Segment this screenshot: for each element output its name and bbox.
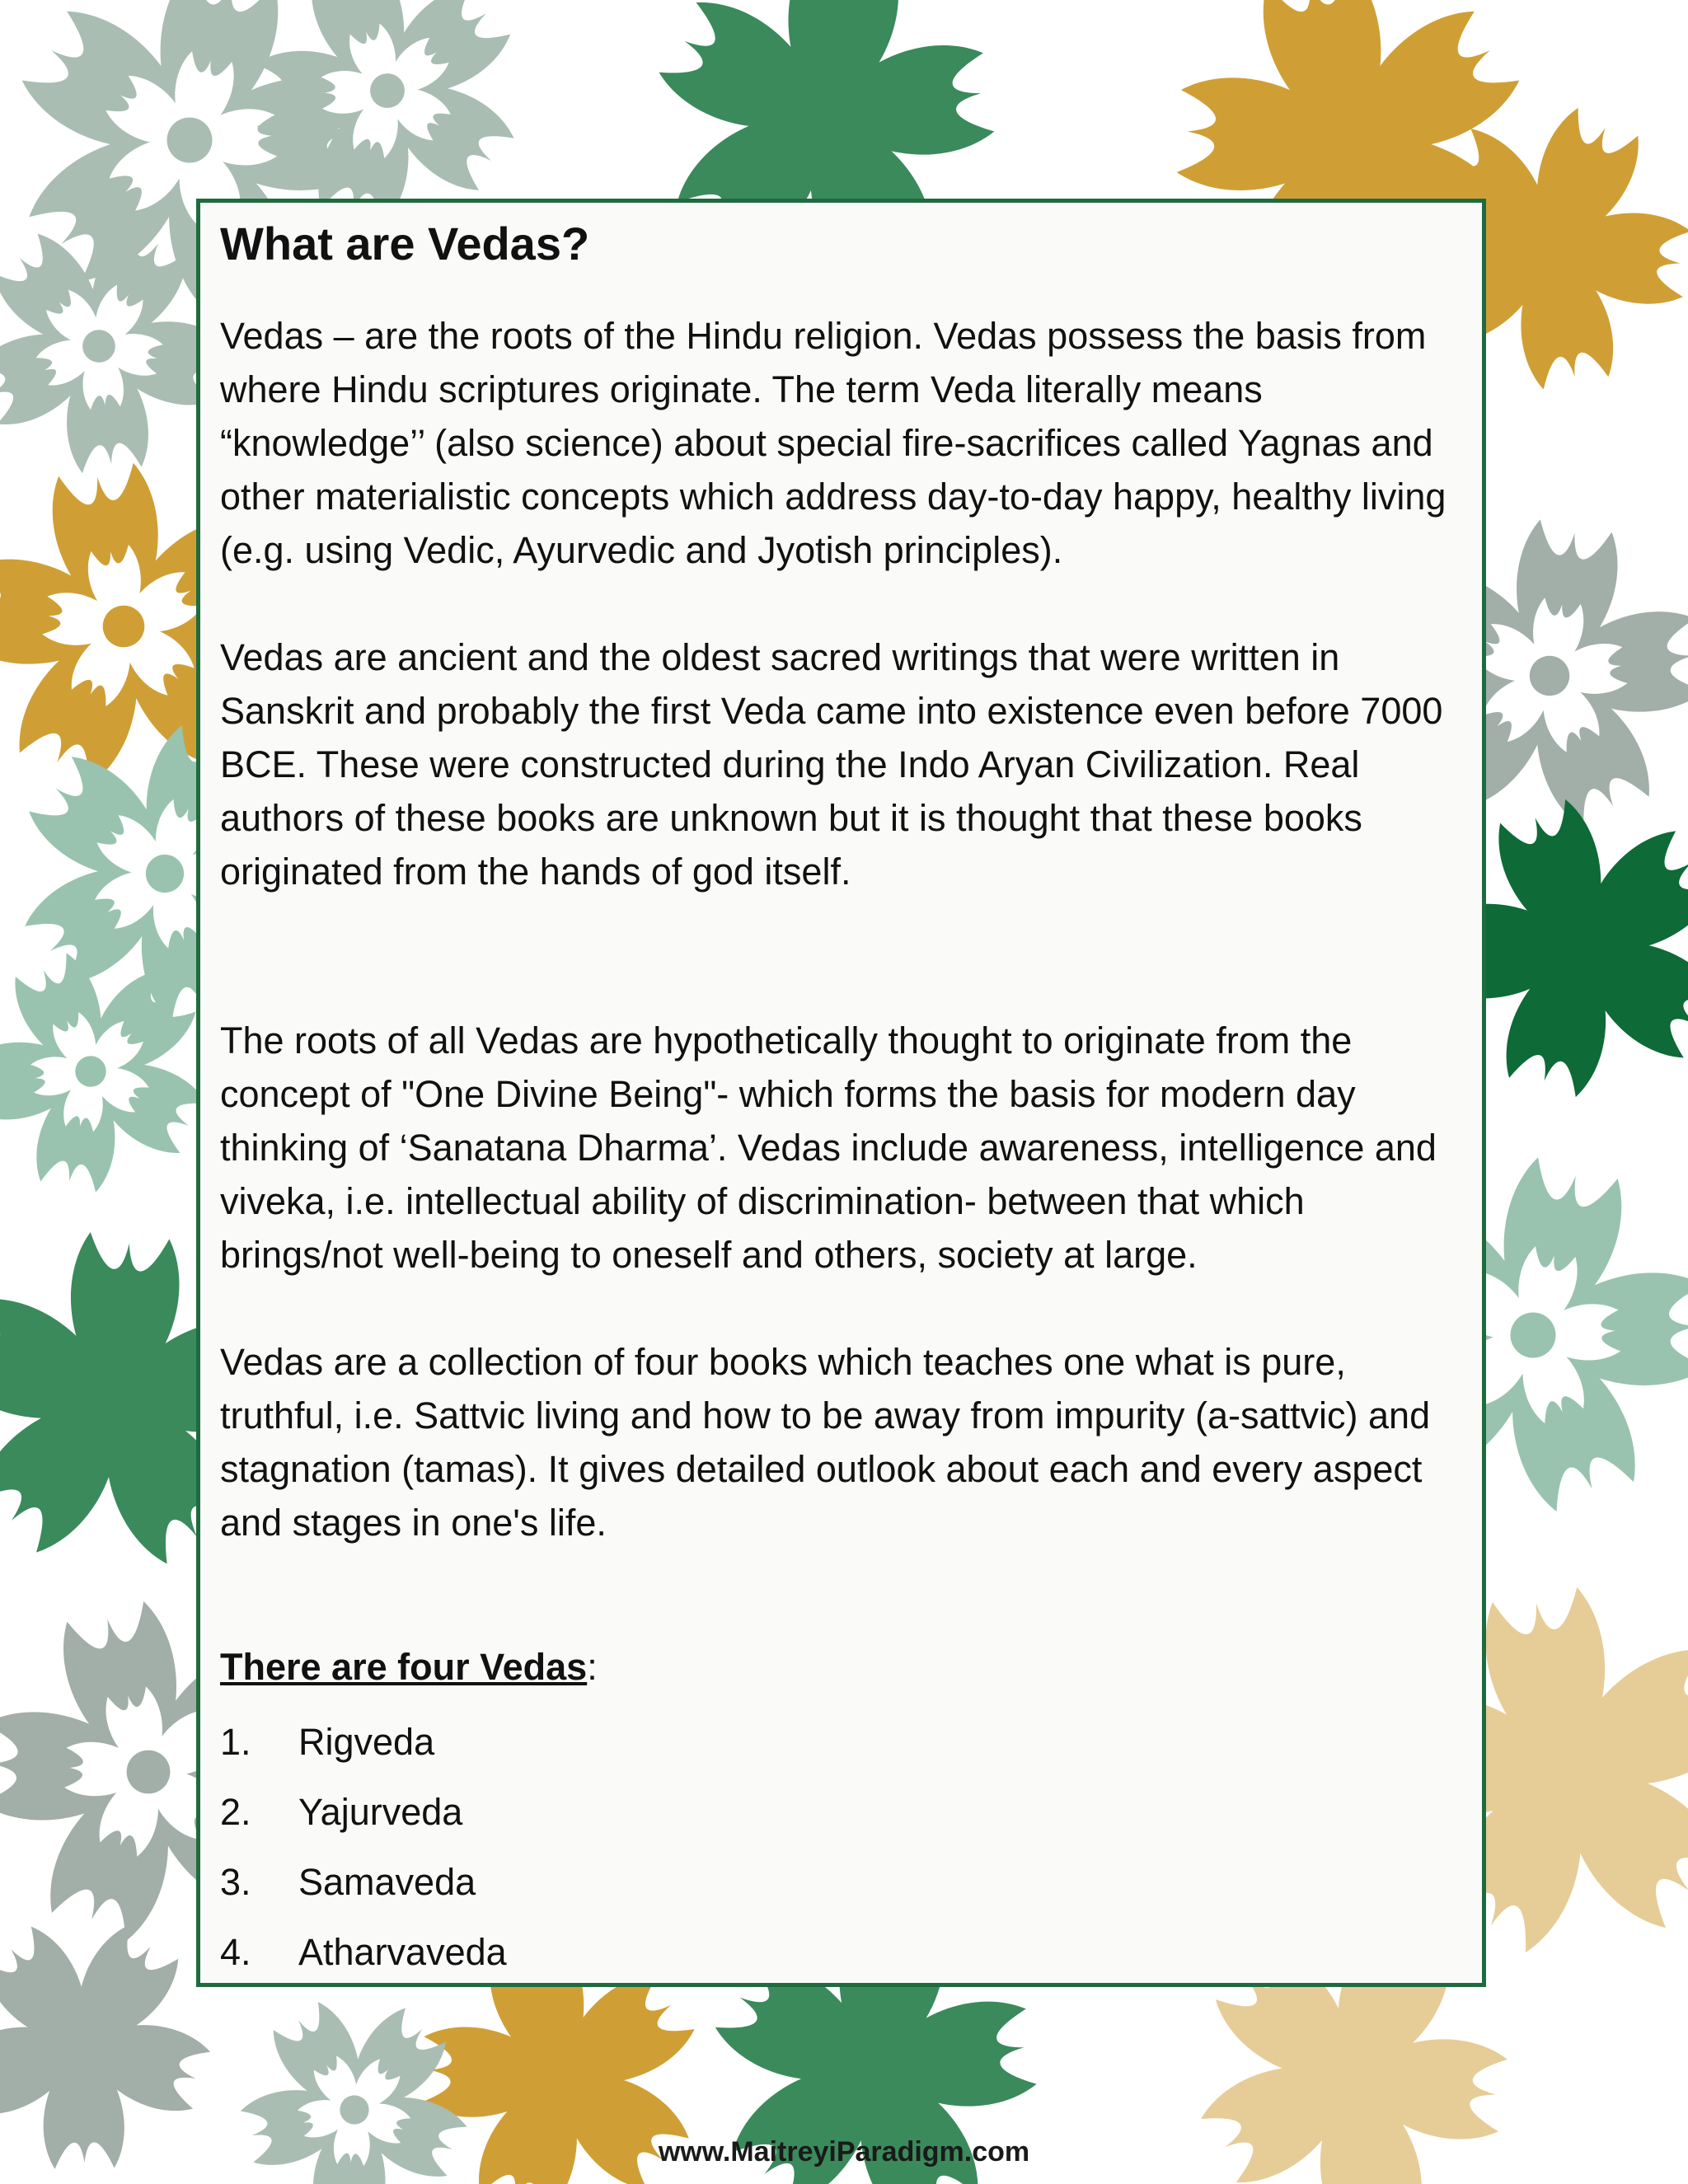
list-item — [220, 1847, 1462, 1917]
list-item — [220, 1777, 1462, 1847]
paragraph-history: Vedas are ancient and the oldest sacred writings that were written in Sanskrit and probably the first Veda came into existence even before 7000 BCE. These were constructed during the Indo Aryan Civilization. Real authors of these books are unknown but it is thought that these books originated from the hands of god itself. — [220, 635, 1443, 893]
list-item-name: Yajurveda — [298, 1790, 463, 1833]
paragraph-collection: Vedas are a collection of four books which teaches one what is pure, truthful, i.e. Sattvic living and how to be away from impurity (a-sattvic) and stagnation (tamas). It gives detailed outlook about each and every aspect and stages in one's life. — [220, 1340, 1431, 1544]
list-heading — [220, 1640, 1462, 1694]
list-item — [220, 1917, 1462, 1987]
list-item-name: Rigveda — [298, 1720, 435, 1763]
list-item-name: Samaveda — [298, 1860, 476, 1903]
footer-website: www.MaitreyiParadigm.com — [658, 2136, 1030, 2168]
list-item — [220, 1707, 1462, 1777]
list-heading-text: There are four Vedas — [220, 1645, 588, 1688]
vedas-list — [220, 1707, 1462, 1987]
list-item-number: 2. — [220, 1790, 251, 1833]
list-item-number: 3. — [220, 1860, 251, 1903]
list-item-name: Atharvaveda — [298, 1930, 507, 1973]
paragraph-intro: Vedas – are the roots of the Hindu religion. Vedas possess the basis from where Hindu scriptures originate. The term Veda literally means “knowledge’’ (also science) about special fire-sacrifices called Yagnas and other materialistic concepts which address day-to-day happy, healthy living (e.g. using Vedic, Ayurvedic and Jyotish principles). — [220, 314, 1447, 571]
content-box — [196, 199, 1486, 1987]
page-title: What are Vedas? — [220, 218, 590, 269]
paragraph-roots: The roots of all Vedas are hypothetically thought to originate from the concept of "One Divine Being"- which forms the basis for modern day thinking of ‘Sanatana Dharma’. Vedas include awareness, intelligence and viveka, i.e. intellectual ability of discrimination- between that which brings/not well-being to oneself and others, society at large. — [220, 1019, 1437, 1276]
list-item-number: 1. — [220, 1720, 251, 1763]
list-heading-colon: : — [587, 1645, 598, 1688]
list-item-number: 4. — [220, 1930, 251, 1973]
